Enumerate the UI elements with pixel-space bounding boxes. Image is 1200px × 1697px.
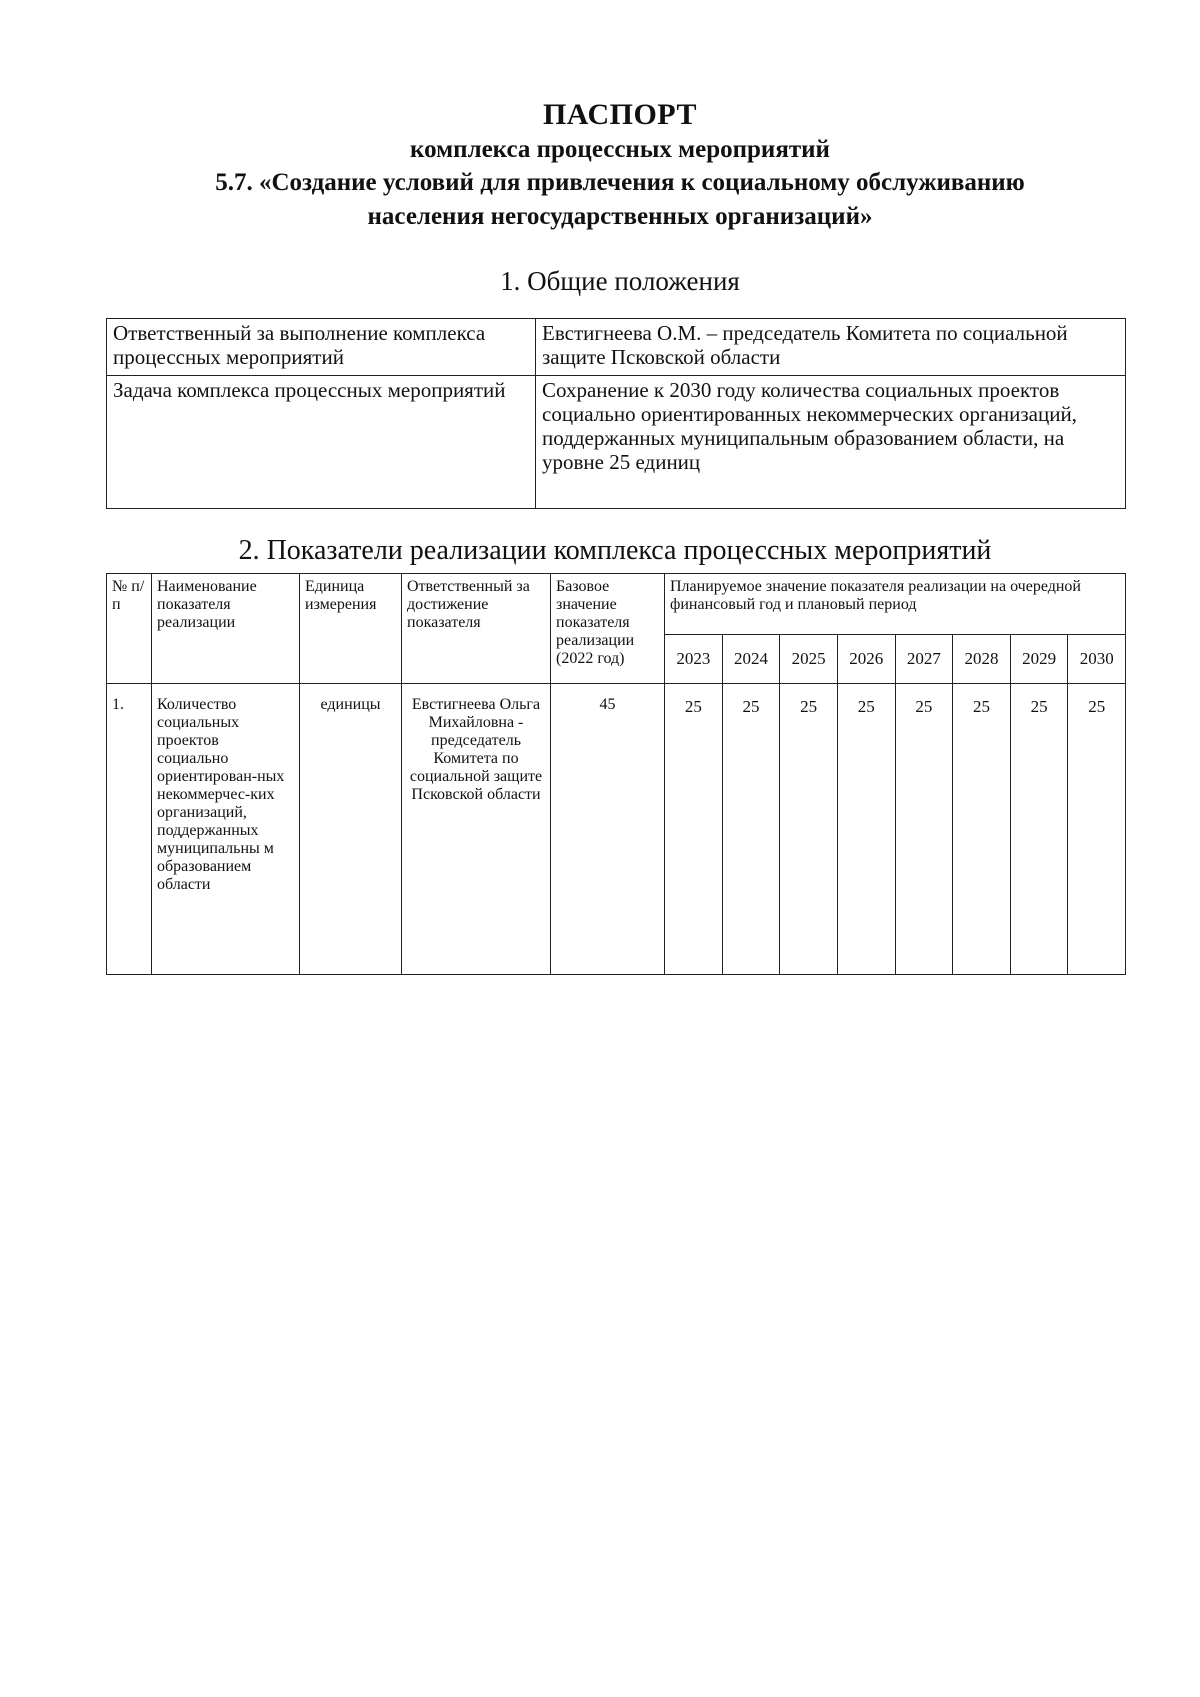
header-name: Наименование показателя реализации [152,574,300,684]
section1-heading: 1. Общие положения [500,266,740,296]
indicator-responsible: Евстигнеева Ольга Михайловна - председатель Комитета по социальной защите Псковской области [402,684,551,975]
general-key-task: Задача комплекса процессных мероприятий [107,376,536,509]
table-row [107,319,1126,376]
general-value-responsible: Евстигнеева О.М. – председатель Комитета по социальной защите Псковской области [536,319,1126,376]
table-row [107,684,1126,975]
header-year: 2023 [665,635,723,684]
header-year: 2029 [1010,635,1068,684]
general-key-responsible: Ответственный за выполнение комплекса процессных мероприятий [107,319,536,376]
planned-value: 25 [1010,684,1068,975]
general-provisions-table [106,318,1126,509]
header-year: 2026 [837,635,895,684]
row-num: 1. [107,684,152,975]
header-base-value: Базовое значение показателя реализации (2022 год) [551,574,665,684]
planned-value: 25 [1068,684,1126,975]
header-unit: Единица измерения [300,574,402,684]
indicator-base-value: 45 [551,684,665,975]
header-num: № п/п [107,574,152,684]
general-value-task: Сохранение к 2030 году количества социальных проектов социально ориентированных некоммерческих организаций, поддержанных муниципальным образованием области, на уровне 25 единиц [536,376,1126,509]
complex-name-line1: 5.7. «Создание условий для привлечения к социальному обслуживанию [215,169,1025,196]
document-subtitle: комплекса процессных мероприятий [410,136,830,163]
section2-heading: 2. Показатели реализации комплекса процессных мероприятий [238,535,992,566]
indicator-unit: единицы [300,684,402,975]
table-row [107,376,1126,509]
table-header-row [107,574,1126,635]
planned-value: 25 [665,684,723,975]
document-title: ПАСПОРТ [542,98,698,131]
indicator-name: Количество социальных проектов социально ориентирован-ных некоммерчес-ких организаций, поддержанных муниципальны м образованием области [152,684,300,975]
header-planned-value: Планируемое значение показателя реализации на очередной финансовый год и плановый период [665,574,1126,635]
planned-value: 25 [722,684,780,975]
planned-value: 25 [953,684,1011,975]
header-responsible: Ответственный за достижение показателя [402,574,551,684]
planned-value: 25 [837,684,895,975]
header-year: 2028 [953,635,1011,684]
planned-value: 25 [895,684,953,975]
header-year: 2027 [895,635,953,684]
title-block [100,96,1140,234]
planned-value: 25 [780,684,838,975]
indicators-table [106,573,1126,975]
complex-name-line2: населения негосударственных организаций» [367,203,873,230]
header-year: 2024 [722,635,780,684]
header-year: 2025 [780,635,838,684]
header-year: 2030 [1068,635,1126,684]
